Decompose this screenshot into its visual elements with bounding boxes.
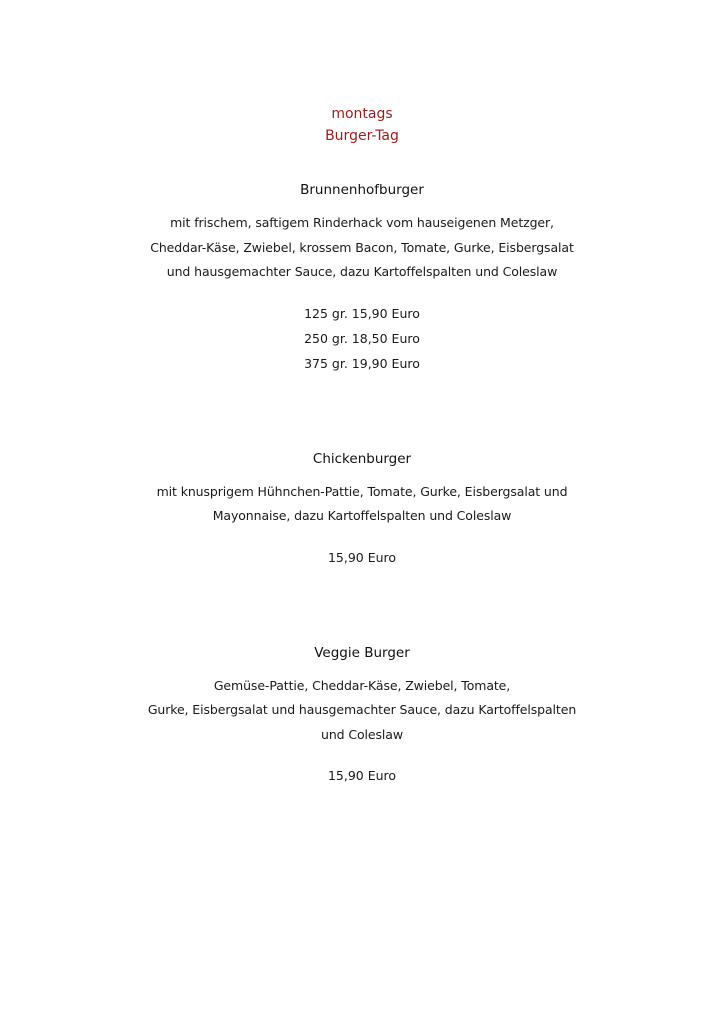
- item-price: 250 gr. 18,50 Euro: [304, 331, 420, 346]
- menu-theme: Burger-Tag: [325, 128, 399, 144]
- item-title-chickenburger: Chickenburger: [312, 451, 412, 467]
- menu-day: montags: [331, 106, 393, 122]
- item-price: 375 gr. 19,90 Euro: [304, 356, 420, 371]
- item-description-line: Cheddar-Käse, Zwiebel, krossem Bacon, Tomate, Gurke, Eisbergsalat: [150, 240, 574, 255]
- item-title-veggie-burger: Veggie Burger: [314, 645, 410, 661]
- item-description-line: Mayonnaise, dazu Kartoffelspalten und Coleslaw: [212, 508, 512, 523]
- item-description-line: mit knusprigem Hühnchen-Pattie, Tomate, Gurke, Eisbergsalat und: [156, 484, 568, 499]
- item-price: 15,90 Euro: [327, 768, 397, 783]
- item-description-line: mit frischem, saftigem Rinderhack vom hauseigenen Metzger,: [170, 215, 554, 230]
- item-description-line: Gurke, Eisbergsalat und hausgemachter Sauce, dazu Kartoffelspalten: [147, 702, 577, 717]
- item-description-line: und hausgemachter Sauce, dazu Kartoffelspalten und Coleslaw: [166, 264, 558, 279]
- item-description-line: Gemüse-Pattie, Cheddar-Käse, Zwiebel, Tomate,: [213, 678, 511, 693]
- item-title-brunnenhofburger: Brunnenhofburger: [300, 182, 424, 198]
- item-price: 15,90 Euro: [327, 550, 397, 565]
- item-description-line: und Coleslaw: [321, 727, 403, 742]
- item-price: 125 gr. 15,90 Euro: [304, 306, 420, 321]
